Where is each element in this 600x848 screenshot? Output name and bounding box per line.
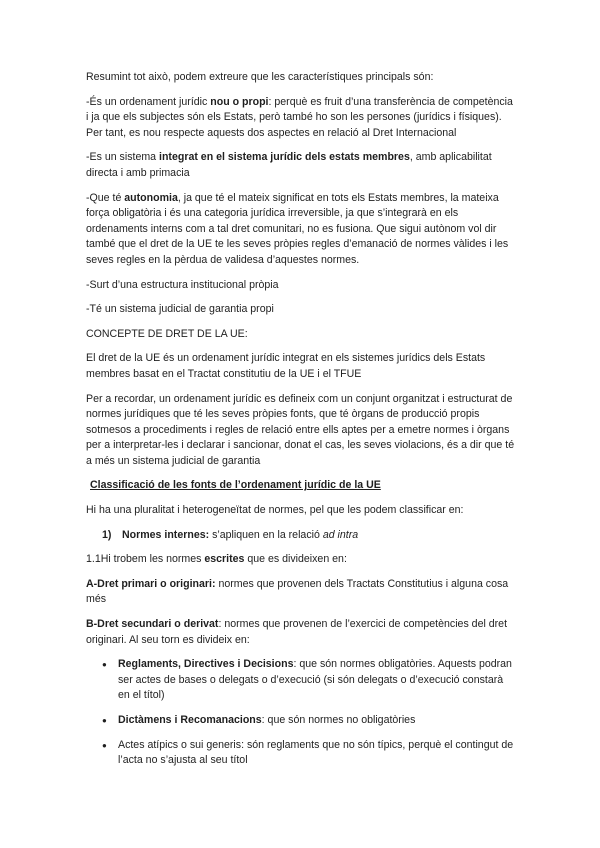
- written-text: 1.1Hi trobem les normes: [86, 553, 205, 566]
- written-bold: escrites: [204, 553, 245, 566]
- internal-norms-body: s’apliquen en la relació: [209, 528, 323, 541]
- internal-norms-item: [102, 528, 516, 544]
- feature-institutional: -Surt d’una estructura institucional pròpia: [86, 278, 279, 291]
- feature-bold: autonomia: [124, 191, 178, 204]
- feature-text: -Es un sistema: [86, 151, 160, 164]
- list-number: 1): [102, 528, 112, 541]
- feature-integrated: [86, 150, 516, 181]
- feature-bold: integrat en el sistema jurídic dels estats membres: [159, 151, 410, 164]
- secondary-law-text: : normes que provenen de l’exercici de competències del dret originari. Al seu torn es divideix en:: [86, 618, 508, 646]
- plurality-paragraph: Hi ha una pluralitat i heterogeneïtat de normes, pel que les podem classificar en:: [86, 504, 464, 517]
- reminder-paragraph: Per a recordar, un ordenament jurídic es defineix com un conjunt organitzat i estructurat de normes jurídiques que té les seves pròpies fonts, que té òrgans de producció propis sotmesos a procediments i regles de relació entre ells aptes per a emetre normes i òrgans per a interpretar-les i declarar i sancionar, donat el cas, les seves violacions, és a dir que té a més un sistema judicial de garantia: [86, 392, 515, 467]
- feature-autonomy: [86, 191, 516, 269]
- list-item-text: Actes atípics o sui generis: són reglaments que no són típics, perquè el contingut de l’acta no s’ajusta al seu títol: [118, 738, 514, 767]
- concept-paragraph: El dret de la UE és un ordenament jurídic integrat en els sistemes jurídics dels Estats membres basat en el Tractat constitutiu de la UE i el TFUE: [86, 352, 486, 380]
- list-item-bold: Dictàmens i Recomanacions: [118, 714, 262, 726]
- written-norms-paragraph: [86, 552, 516, 568]
- written-text: que es divideixen en:: [244, 553, 347, 566]
- internal-norms-text: [122, 528, 358, 544]
- secondary-law-paragraph: [86, 617, 516, 648]
- list-item: [86, 713, 516, 729]
- primary-law-text: normes que provenen dels Tractats Constitutius i alguna cosa més: [86, 577, 509, 606]
- list-item: [86, 738, 516, 769]
- intro-paragraph: Resumint tot això, podem extreure que les característiques principals són:: [86, 71, 434, 83]
- feature-judicial: -Té un sistema judicial de garantia propi: [86, 303, 274, 316]
- feature-bold: nou o propi: [210, 95, 269, 108]
- classification-title: Classificació de les fonts de l’ordenament jurídic de la UE: [90, 479, 381, 492]
- feature-text: , amb aplicabilitat directa i amb primacia: [86, 151, 492, 179]
- secondary-law-label: B-Dret secundari o derivat: [86, 618, 219, 631]
- list-item-bold: Reglaments, Directives i Decisions: [118, 658, 294, 671]
- internal-norms-label: Normes internes:: [122, 528, 210, 541]
- feature-new-own: [86, 95, 516, 142]
- list-item: [86, 657, 516, 704]
- list-item-text: : que són normes no obligatòries: [261, 714, 416, 726]
- feature-text: , ja que té el mateix significat en tots els Estats membres, la mateixa força obligatòria i és una categoria jurídica irreversible, ja que s’integrarà en els ordenaments interns com a tal dret comunitari, no es fusiona. Que sigui autònom vol dir també que el dret de la UE te les seves pròpies regles d’emanació de normes vàlides i les seves regles en la pèrdua de validesa d’aquestes normes.: [86, 191, 509, 266]
- list-item-text: : que són normes obligatòries. Aquests podran ser actes de bases o delegats o d’execució (si són delegats o d’execució constarà en el títol): [118, 658, 512, 702]
- feature-text: : perquè es fruit d’una transferència de competència i ja que els subjectes són els Estats, però també ho son les persones (jurídics i físiques). Per tant, es nou respecte aquests dos aspectes en relació al Dret Internacional: [86, 95, 513, 139]
- primary-law-paragraph: [86, 577, 516, 608]
- secondary-law-list: [86, 657, 516, 769]
- internal-norms-italic: ad intra: [322, 528, 359, 541]
- feature-text: -Que té: [86, 191, 125, 204]
- feature-text: -És un ordenament jurídic: [86, 95, 211, 108]
- concept-heading: CONCEPTE DE DRET DE LA UE:: [86, 327, 248, 340]
- primary-law-label: A-Dret primari o originari:: [86, 577, 216, 590]
